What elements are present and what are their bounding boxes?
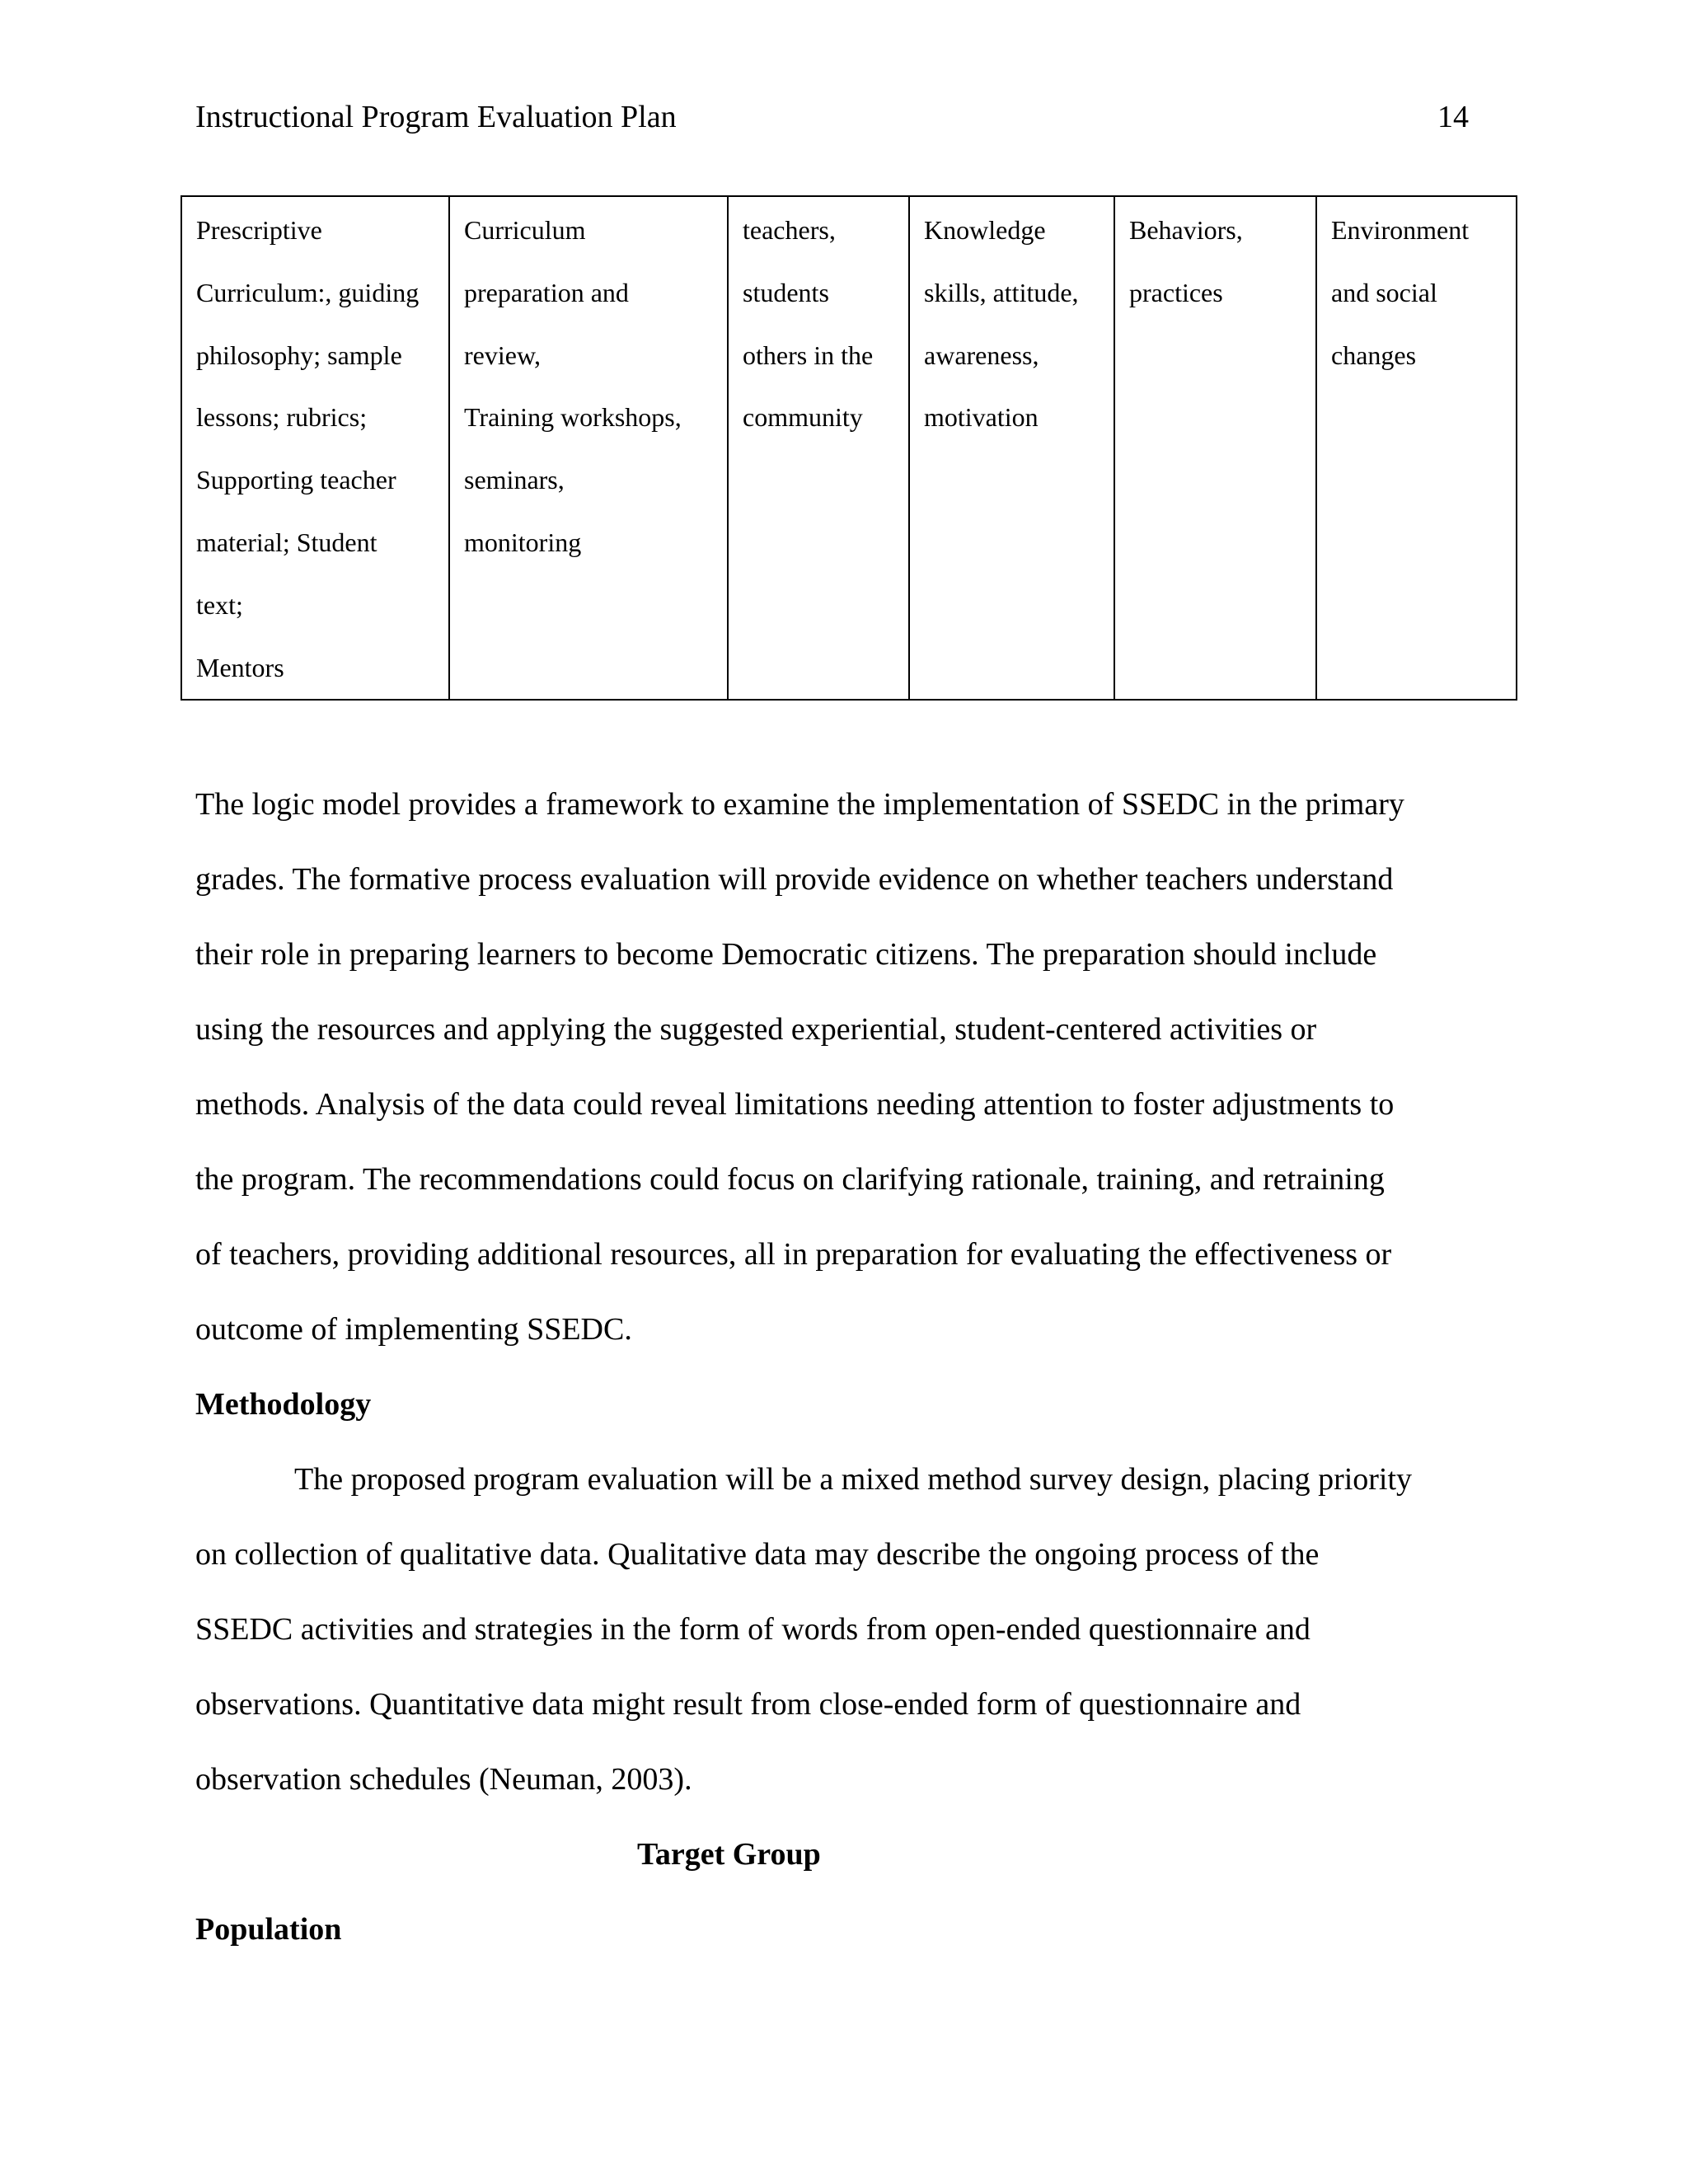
text-line: SSEDC activities and strategies in the form of words from open-ended questionnaire and xyxy=(195,1612,1311,1647)
cell-line: motivation xyxy=(924,402,1039,433)
text-line: methods. Analysis of the data could reveal limitations needing attention to foster adjustments to xyxy=(195,1087,1395,1122)
cell-line: Prescriptive xyxy=(196,215,322,245)
text-line: using the resources and applying the suggested experiential, student-centered activities or xyxy=(195,1012,1317,1047)
table-cell-participants xyxy=(728,196,909,700)
running-head xyxy=(195,97,1469,137)
cell-line: Mentors xyxy=(196,652,284,682)
logic-model-table xyxy=(181,195,1517,701)
table-cell-activities xyxy=(449,196,728,700)
cell-line: Knowledge xyxy=(924,215,1046,245)
table-cell-long-term xyxy=(1316,196,1517,700)
cell-line: awareness, xyxy=(924,340,1039,370)
cell-line: students xyxy=(743,277,829,307)
heading-methodology: Methodology xyxy=(195,1387,372,1422)
table-cell-short-term xyxy=(909,196,1114,700)
cell-line: lessons; rubrics; xyxy=(196,402,368,433)
text-line: observation schedules (Neuman, 2003). xyxy=(195,1762,692,1797)
text-line: grades. The formative process evaluation will provide evidence on whether teachers understand xyxy=(195,862,1394,897)
cell-line: Environment xyxy=(1331,215,1470,245)
cell-line: seminars, xyxy=(464,465,565,495)
cell-line: changes xyxy=(1331,340,1417,370)
paragraph-methodology xyxy=(195,1442,1481,1817)
cell-line: Training workshops, xyxy=(464,402,682,433)
text-line: The logic model provides a framework to examine the implementation of SSEDC in the primary xyxy=(195,787,1404,822)
cell-line: text; xyxy=(196,589,243,620)
cell-line: skills, attitude, xyxy=(924,277,1079,307)
heading-target-group: Target Group xyxy=(637,1837,821,1872)
body-text xyxy=(195,767,1481,1967)
cell-line: and social xyxy=(1331,277,1437,307)
running-head-title: Instructional Program Evaluation Plan xyxy=(195,100,677,134)
cell-line: Curriculum xyxy=(464,215,586,245)
table-row xyxy=(181,196,1517,700)
text-line: The proposed program evaluation will be a mixed method survey design, placing priority xyxy=(294,1462,1413,1497)
text-line: observations. Quantitative data might result from close-ended form of questionnaire and xyxy=(195,1687,1301,1722)
paragraph-logic-model xyxy=(195,767,1481,1367)
cell-line: material; Student xyxy=(196,527,377,557)
table-cell-inputs xyxy=(181,196,449,700)
cell-line: others in the xyxy=(743,340,874,370)
cell-line: community xyxy=(743,402,863,433)
text-line: of teachers, providing additional resources, all in preparation for evaluating the effectiveness or xyxy=(195,1237,1392,1272)
cell-line: philosophy; sample xyxy=(196,340,402,370)
cell-line: teachers, xyxy=(743,215,836,245)
text-line: the program. The recommendations could focus on clarifying rationale, training, and retraining xyxy=(195,1162,1385,1197)
page-number: 14 xyxy=(1437,100,1469,134)
heading-population: Population xyxy=(195,1912,342,1947)
cell-line: review, xyxy=(464,340,541,370)
table-cell-medium-term xyxy=(1114,196,1316,700)
text-line: their role in preparing learners to become Democratic citizens. The preparation should include xyxy=(195,937,1377,972)
text-line: on collection of qualitative data. Qualitative data may describe the ongoing process of the xyxy=(195,1537,1320,1572)
cell-line: preparation and xyxy=(464,277,629,307)
cell-line: Curriculum:, guiding xyxy=(196,277,420,307)
cell-line: monitoring xyxy=(464,527,582,557)
text-line: outcome of implementing SSEDC. xyxy=(195,1312,632,1347)
cell-line: Behaviors, xyxy=(1129,215,1243,245)
cell-line: Supporting teacher xyxy=(196,465,396,495)
cell-line: practices xyxy=(1129,277,1223,307)
